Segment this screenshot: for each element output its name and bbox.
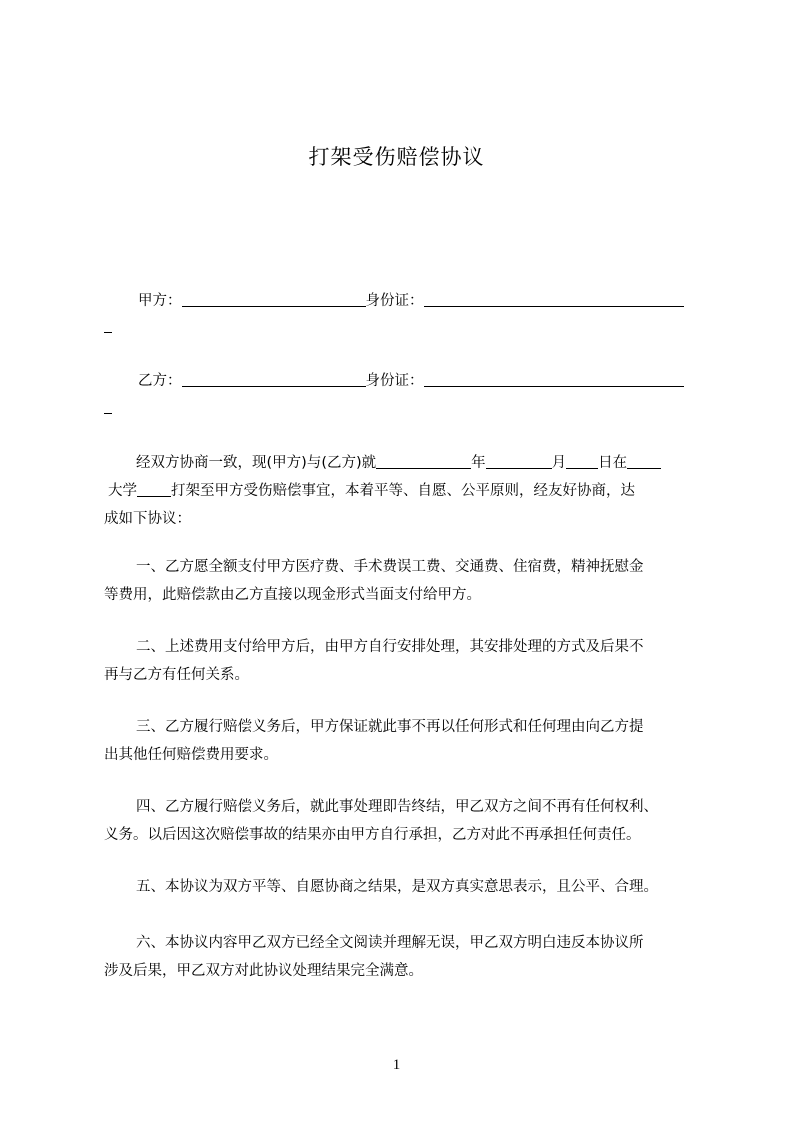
clause-3-line-1: 三、乙方履行赔偿义务后，甲方保证就此事不再以任何形式和任何理由向乙方提 <box>136 719 644 735</box>
clause-5-line-1: 五、本协议为双方平等、自愿协商之结果，是双方真实意思表示，且公平、合理。 <box>136 879 658 895</box>
page-number: 1 <box>392 1057 401 1073</box>
party-a-label: 甲方： <box>138 293 182 309</box>
document-title: 打架受伤赔偿协议 <box>308 145 485 169</box>
location-blank[interactable] <box>627 454 661 469</box>
clause-4 <box>104 793 704 849</box>
intro-text-1: 经双方协商一致，现(甲方)与(乙方)就 <box>136 455 377 471</box>
party-b-label: 乙方： <box>138 373 182 389</box>
clause-3 <box>104 713 704 769</box>
party-b-name-blank[interactable] <box>182 372 366 387</box>
intro-line-2 <box>104 477 704 505</box>
clause-4-line-1: 四、乙方履行赔偿义务后，就此事处理即告终结，甲乙双方之间不再有任何权利、 <box>136 799 658 815</box>
party-a-name-blank[interactable] <box>182 292 366 307</box>
intro-paragraph <box>104 449 704 533</box>
party-a-id-blank[interactable] <box>424 292 684 307</box>
date-year-blank[interactable] <box>376 454 471 469</box>
clause-1-line-2: 等费用，此赔偿款由乙方直接以现金形式当面支付给甲方。 <box>104 587 481 603</box>
party-b-id-blank-overflow <box>104 413 112 414</box>
date-day-blank[interactable] <box>566 454 598 469</box>
clause-2 <box>104 633 704 689</box>
party-a-id-label: 身份证： <box>365 293 424 309</box>
university-blank[interactable] <box>137 482 171 497</box>
party-a-row <box>138 290 684 312</box>
year-label: 年 <box>471 455 486 471</box>
clause-5 <box>104 873 704 901</box>
clause-6-line-1: 六、本协议内容甲乙双方已经全文阅读并理解无误，甲乙双方明白违反本协议所 <box>136 935 644 951</box>
clause-1 <box>104 553 704 609</box>
clause-2-line-1: 二、上述费用支付给甲方后，由甲方自行安排处理，其安排处理的方式及后果不 <box>136 639 644 655</box>
party-b-id-blank[interactable] <box>424 372 684 387</box>
party-b-row <box>138 370 684 392</box>
party-a-id-blank-overflow <box>104 332 112 333</box>
clause-4-line-2: 义务。以后因这次赔偿事故的结果亦由甲方自行承担，乙方对此不再承担任何责任。 <box>104 827 641 843</box>
day-at-label: 日在 <box>598 455 628 471</box>
clause-3-line-2: 出其他任何赔偿费用要求。 <box>104 747 278 763</box>
clause-6-line-2: 涉及后果，甲乙双方对此协议处理结果完全满意。 <box>104 963 423 979</box>
intro-text-2: 打架至甲方受伤赔偿事宜，本着平等、自愿、公平原则，经友好协商，达 <box>171 483 635 499</box>
intro-line-1 <box>104 449 704 477</box>
clause-2-line-2: 再与乙方有任何关系。 <box>104 667 249 683</box>
clause-6 <box>104 929 704 985</box>
date-month-blank[interactable] <box>486 454 552 469</box>
university-label: 大学 <box>108 483 137 499</box>
intro-line-3: 成如下协议： <box>104 511 191 527</box>
month-label: 月 <box>551 455 567 471</box>
party-b-id-label: 身份证： <box>365 373 424 389</box>
clause-1-line-1: 一、乙方愿全额支付甲方医疗费、手术费误工费、交通费、住宿费，精神抚慰金 <box>136 559 644 575</box>
